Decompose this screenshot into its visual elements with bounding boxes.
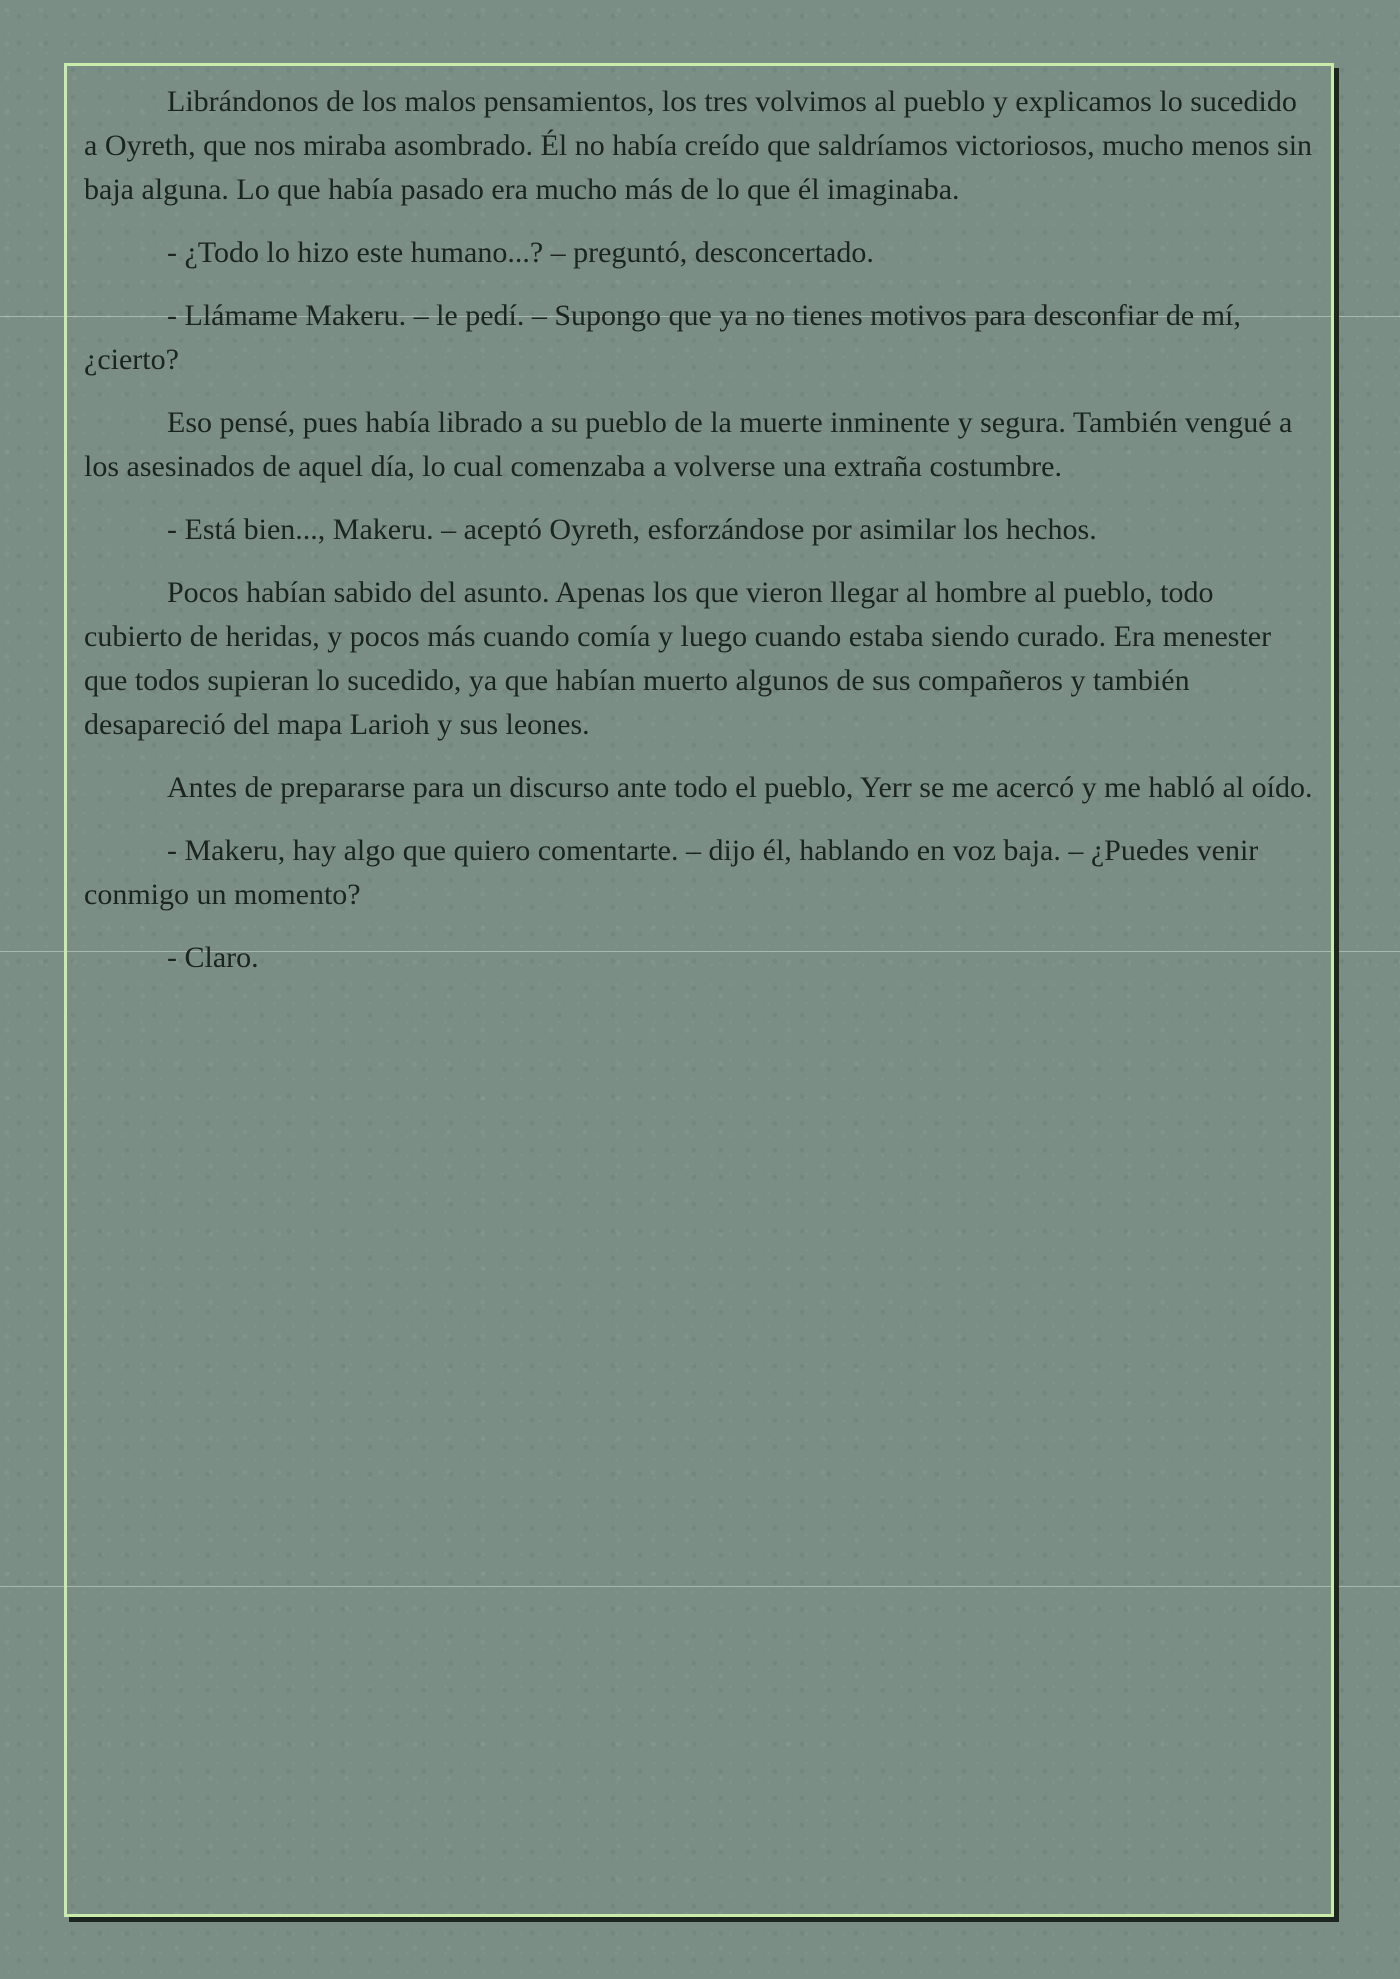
dialogue-line: - Llámame Makeru. – le pedí. – Supongo que ya no tienes motivos para desconfiar de mí, ¿cierto? <box>84 299 1241 376</box>
paragraph: Pocos habían sabido del asunto. Apenas los que vieron llegar al hombre al pueblo, todo cubierto de heridas, y pocos más cuando comía y luego cuando estaba siendo curado. Era menester que todos supieran lo sucedido, ya que habían muerto algunos de sus compañeros y también desapareció del mapa Larioh y sus leones. <box>84 576 1272 741</box>
paragraph: Eso pensé, pues había librado a su pueblo de la muerte inminente y segura. También vengué a los asesinados de aquel día, lo cual comenzaba a volverse una extraña costumbre. <box>84 406 1293 483</box>
paragraph: Librándonos de los malos pensamientos, los tres volvimos al pueblo y explicamos lo sucedido a Oyreth, que nos miraba asombrado. Él no había creído que saldríamos victoriosos, mucho menos sin baja alguna. Lo que había pasado era mucho más de lo que él imaginaba. <box>84 85 1313 206</box>
document-body <box>84 80 1316 999</box>
dialogue-line: - Makeru, hay algo que quiero comentarte. – dijo él, hablando en voz baja. – ¿Puedes venir conmigo un momento? <box>84 834 1259 911</box>
dialogue-line: - Claro. <box>167 941 259 974</box>
paragraph: Antes de prepararse para un discurso ante todo el pueblo, Yerr se me acercó y me habló al oído. <box>167 771 1313 804</box>
dialogue-line: - ¿Todo lo hizo este humano...? – preguntó, desconcertado. <box>167 236 874 269</box>
dialogue-line: - Está bien..., Makeru. – aceptó Oyreth, esforzándose por asimilar los hechos. <box>167 513 1097 546</box>
